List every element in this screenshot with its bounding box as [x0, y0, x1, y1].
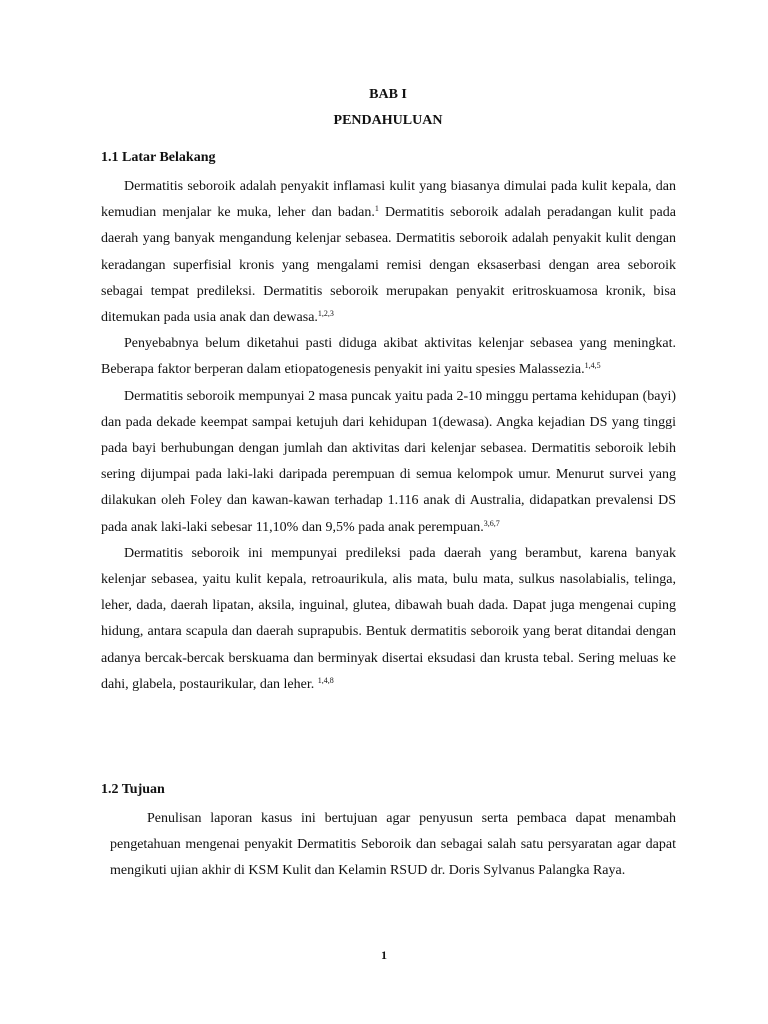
paragraph-text: Dermatitis seboroik ini mempunyai predileksi pada daerah yang berambut, karena banyak kelenjar sebasea, yaitu kulit kepala, retroaurikula, alis mata, bulu mata, sulkus nasolabialis, telinga, leher, dada, daerah lipatan, aksila, inguinal, glutea, dibawah buah dada. Dapat juga mengenai cuping hidung, antara scapula dan daerah suprapubis. Bentuk dermatitis seboroik yang berat ditandai dengan adanya bercak-bercak berskuama dan berminyak disertai eksudasi dan krusta tebal. Sering meluas ke dahi, glabela, postaurikular, dan leher. — [101, 545, 676, 692]
paragraph — [101, 541, 676, 698]
citation: 1 — [374, 204, 379, 214]
paragraph — [101, 331, 676, 383]
section-body-latar-belakang — [101, 174, 676, 698]
citation: 1,4,8 — [317, 675, 334, 685]
paragraph-text: Dermatitis seboroik mempunyai 2 masa puncak yaitu pada 2-10 minggu pertama kehidupan (bayi) dan pada dekade keempat sampai ketujuh dari kehidupan 1(dewasa). Angka kejadian DS yang tinggi pada bayi berhubungan dengan jumlah dan aktivitas dari kelenjar sebasea. Dermatitis seboroik lebih sering dijumpai pada laki-laki daripada perempuan di semua kelompok umur. Menurut survei yang dilakukan oleh Foley dan kawan-kawan terhadap 1.116 anak di Australia, didapatkan prevalensi DS pada anak laki-laki sebesar 11,10% dan 9,5% pada anak perempuan. — [101, 388, 676, 535]
paragraph-text: Penyebabnya belum diketahui pasti diduga akibat aktivitas kelenjar sebasea yang meningkat. Beberapa faktor berperan dalam etiopatogenesis penyakit ini yaitu spesies Malassezia. — [101, 336, 676, 378]
page-number: 1 — [381, 948, 387, 962]
paragraph — [101, 174, 676, 331]
section-heading-latar-belakang: 1.1 Latar Belakang — [101, 150, 216, 165]
section-body-tujuan — [110, 806, 676, 885]
paragraph-text: Penulisan laporan kasus ini bertujuan agar penyusun serta pembaca dapat menambah pengetahuan mengenai penyakit Dermatitis Seboroik dan sebagai salah satu persyaratan agar dapat mengikuti ujian akhir di KSM Kulit dan Kelamin RSUD dr. Doris Sylvanus Palangka Raya. — [110, 811, 676, 879]
paragraph — [101, 384, 676, 541]
section-heading-tujuan: 1.2 Tujuan — [101, 782, 165, 797]
chapter-title: PENDAHULUAN — [333, 113, 443, 128]
paragraph-text: Dermatitis seboroik adalah penyakit inflamasi kulit yang biasanya dimulai pada kulit kepala, dan kemudian menjalar ke muka, leher dan badan. — [101, 179, 676, 221]
paragraph — [110, 806, 676, 885]
citation: 1,2,3 — [317, 308, 334, 318]
chapter-number: BAB I — [369, 87, 407, 102]
citation: 1,4,5 — [584, 361, 601, 371]
paragraph-text: Dermatitis seboroik adalah peradangan kulit pada daerah yang banyak mengandung kelenjar sebasea. Dermatitis seboroik adalah penyakit kulit dengan keradangan superfisial kronis yang mengalami remisi dengan eksaserbasi dengan area seboroik sebagai tempat predileksi. Dermatitis seboroik merupakan penyakit eritroskuamosa kronik, bisa ditemukan pada usia anak dan dewasa. — [101, 205, 676, 326]
citation: 3,6,7 — [483, 518, 500, 528]
